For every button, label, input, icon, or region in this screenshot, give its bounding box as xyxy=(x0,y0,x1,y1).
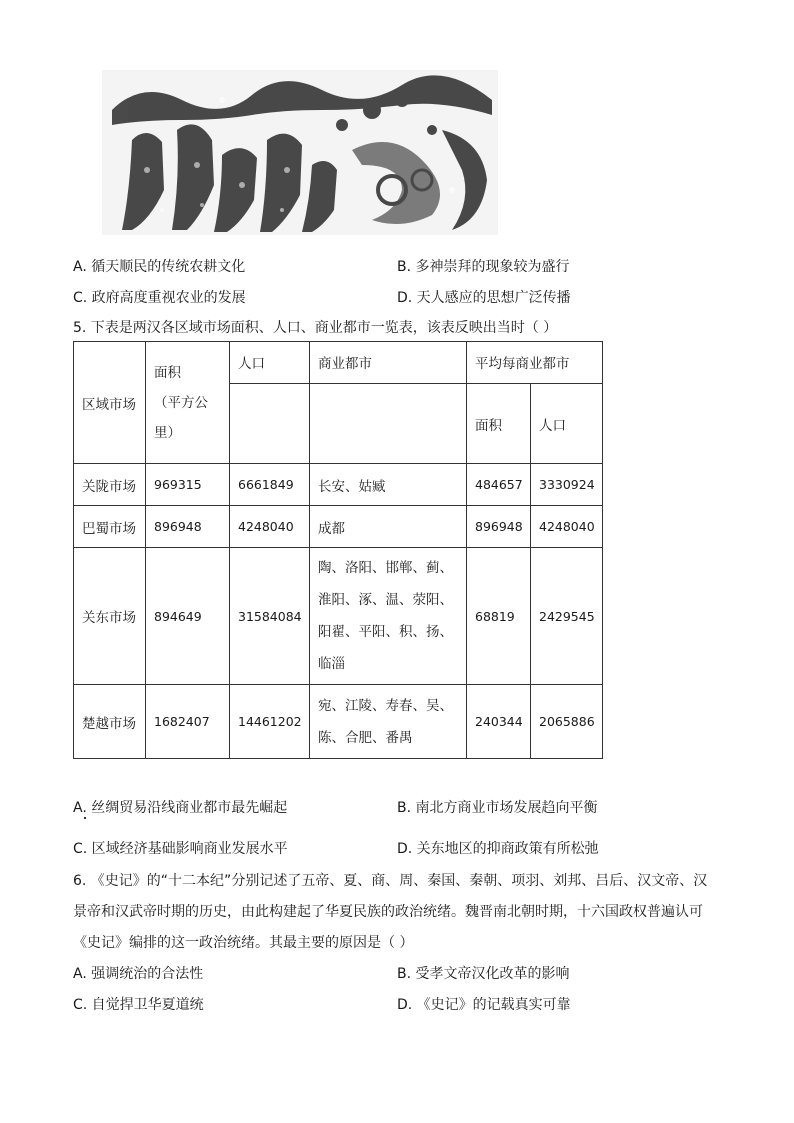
market-table xyxy=(73,341,603,759)
row-region: 关陇市场 xyxy=(74,464,146,506)
row-avg-pop: 2429545 xyxy=(531,548,603,685)
row-avg-area: 896948 xyxy=(467,506,531,548)
q5-option-c: C. 区域经济基础影响商业发展水平 xyxy=(73,841,288,857)
row-area: 896948 xyxy=(146,506,230,548)
row-population: 6661849 xyxy=(230,464,310,506)
q4-option-b: B. 多神崇拜的现象较为盛行 xyxy=(397,259,570,275)
row-cities: 长安、姑臧 xyxy=(310,464,467,506)
row-avg-area: 68819 xyxy=(467,548,531,685)
q6-stem-line3: 《史记》编排的这一政治统绪。其最主要的原因是（ ） xyxy=(73,935,414,951)
q4-option-a: A. 循天顺民的传统农耕文化 xyxy=(73,259,246,275)
q4-option-d: D. 天人感应的思想广泛传播 xyxy=(397,290,571,306)
city-line: 宛、江陵、寿春、吴、 xyxy=(318,697,453,714)
header-avg: 平均每商业都市 xyxy=(467,342,603,384)
header-region: 区域市场 xyxy=(74,342,146,464)
q6-option-d: D. 《史记》的记载真实可靠 xyxy=(397,997,571,1013)
table-row xyxy=(74,548,603,685)
q6-stem-line2: 景帝和汉武帝时期的历史，由此构建起了华夏民族的政治统绪。魏晋南北朝时期，十六国政权普遍认可 xyxy=(73,904,703,920)
q5-option-b: B. 南北方商业市场发展趋向平衡 xyxy=(397,800,598,816)
header-avg-pop: 人口 xyxy=(531,384,603,464)
header-population: 人口 xyxy=(230,342,310,384)
city-line: 陈、合肥、番禺 xyxy=(318,729,413,746)
row-region: 巴蜀市场 xyxy=(74,506,146,548)
row-cities xyxy=(310,548,467,685)
city-line: 临淄 xyxy=(318,656,345,672)
q6-stem-line1: 6. 《史记》的“十二本纪”分别记述了五帝、夏、商、周、秦国、秦朝、项羽、刘邦、吕后、汉文帝、汉 xyxy=(73,873,708,889)
q5-stem: 5. 下表是两汉各区域市场面积、人口、商业都市一览表，该表反映出当时（ ） xyxy=(73,320,558,336)
q5-option-a: A. 丝绸贸易沿线商业都市最先崛起 xyxy=(73,800,288,816)
header-area-line1: 面积 xyxy=(154,364,181,381)
header-avg-area: 面积 xyxy=(467,384,531,464)
row-population: 14461202 xyxy=(230,685,310,759)
q6-option-b: B. 受孝文帝汉化改革的影响 xyxy=(397,966,570,982)
q5-option-d: D. 关东地区的抑商政策有所松弛 xyxy=(397,841,599,857)
header-empty-pop xyxy=(230,384,310,464)
stone-rubbing-image xyxy=(102,70,498,235)
header-area-line3: 里） xyxy=(154,424,181,441)
table-row xyxy=(74,506,603,548)
q4-option-c: C. 政府高度重视农业的发展 xyxy=(73,290,246,306)
row-area: 894649 xyxy=(146,548,230,685)
row-avg-area: 484657 xyxy=(467,464,531,506)
row-avg-pop: 3330924 xyxy=(531,464,603,506)
row-avg-pop: 4248040 xyxy=(531,506,603,548)
q6-option-c: C. 自觉捍卫华夏道统 xyxy=(73,997,204,1013)
row-population: 4248040 xyxy=(230,506,310,548)
row-cities: 成都 xyxy=(310,506,467,548)
table-row xyxy=(74,685,603,759)
q6-option-a: A. 强调统治的合法性 xyxy=(73,966,204,982)
city-line: 陶、洛阳、邯郸、蓟、 xyxy=(318,560,453,576)
row-population: 31584084 xyxy=(230,548,310,685)
row-avg-area: 240344 xyxy=(467,685,531,759)
row-cities xyxy=(310,685,467,759)
header-empty-cities xyxy=(310,384,467,464)
row-region: 关东市场 xyxy=(74,548,146,685)
row-area: 969315 xyxy=(146,464,230,506)
header-area-line2: （平方公 xyxy=(154,394,208,411)
row-area: 1682407 xyxy=(146,685,230,759)
stray-dot xyxy=(84,817,86,819)
city-line: 淮阳、涿、温、荥阳、 xyxy=(318,592,453,608)
row-avg-pop: 2065886 xyxy=(531,685,603,759)
city-line: 阳翟、平阳、积、扬、 xyxy=(318,624,453,640)
header-cities: 商业都市 xyxy=(310,342,467,384)
header-area xyxy=(146,342,230,464)
row-region: 楚越市场 xyxy=(74,685,146,759)
table-row xyxy=(74,464,603,506)
